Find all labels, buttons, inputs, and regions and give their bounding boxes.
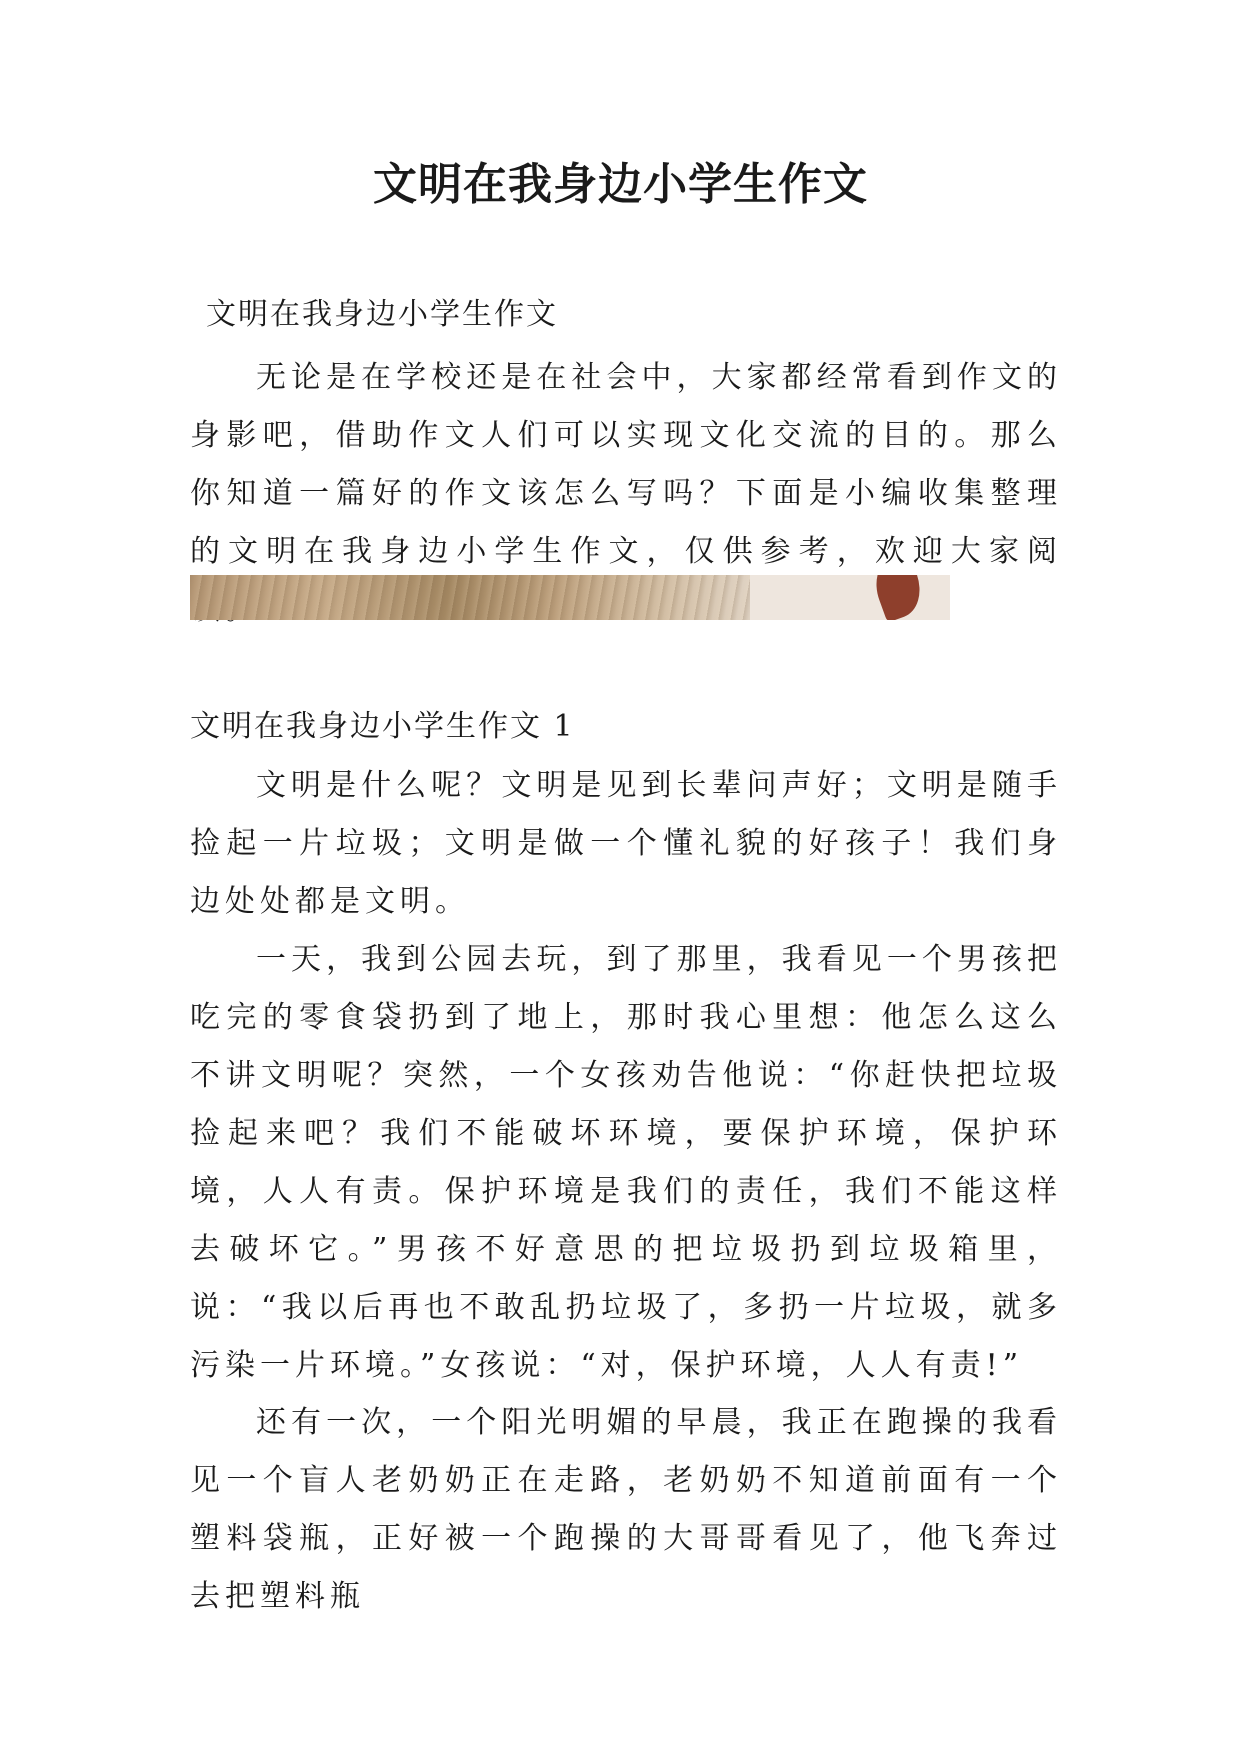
intro-paragraph: 无论是在学校还是在社会中，大家都经常看到作文的身影吧，借助作文人们可以实现文化交流的目的。那么你知道一篇好的作文该怎么写吗？下面是小编收集整理的文明在我身边小学生作文，仅供参考，欢迎大家阅	[190, 360, 1062, 569]
document-subtitle: 文明在我身边小学生作文	[206, 297, 558, 332]
banner-wall	[750, 575, 950, 620]
banner-image	[190, 575, 950, 620]
body-paragraph: 还有一次，一个阳光明媚的早晨，我正在跑操的我看见一个盲人老奶奶正在走路，老奶奶不知道前面有一个塑料袋瓶，正好被一个跑操的大哥哥看见了，他飞奔过去把塑料瓶	[190, 1405, 1062, 1614]
body-paragraph: 一天，我到公园去玩，到了那里，我看见一个男孩把吃完的零食袋扔到了地上，那时我心里想：他怎么这么不讲文明呢？突然，一个女孩劝告他说：“你赶快把垃圾捡起来吧？我们不能破坏环境，要保护环境，保护环境，人人有责。保护环境是我们的责任，我们不能这样去破坏它。”男孩不好意思的把垃圾扔到垃圾箱里，说：“我以后再也不敢乱扔垃圾了，多扔一片垃圾，就多污染一片环境。”女孩说：“对，保护环境，人人有责!”	[190, 942, 1062, 1383]
banner-sand-texture	[190, 575, 750, 620]
section-heading: 文明在我身边小学生作文 1	[190, 709, 575, 744]
body-paragraph: 文明是什么呢？文明是见到长辈问声好；文明是随手捡起一片垃圾；文明是做一个懂礼貌的好孩子！我们身边处处都是文明。	[190, 768, 1062, 919]
document-title: 文明在我身边小学生作文	[373, 159, 868, 210]
